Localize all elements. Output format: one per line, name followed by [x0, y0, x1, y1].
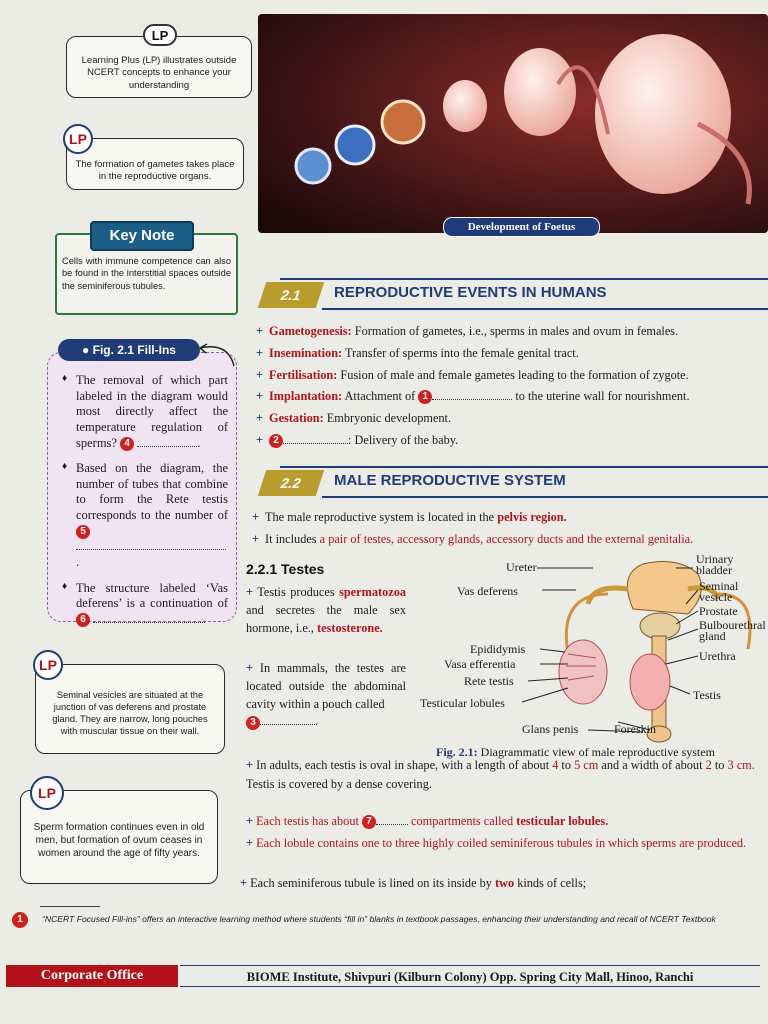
fillin-number: 7 — [362, 815, 376, 829]
lp-badge: LP — [63, 124, 93, 154]
bullet-implantation: + Implantation: Attachment of 1 to the uterine wall for nourishment. — [256, 389, 690, 403]
curved-arrow-icon — [198, 340, 238, 370]
label-seminal-vesicle: Seminal vesicle — [699, 579, 739, 605]
label-urethra: Urethra — [699, 649, 736, 663]
section-title: MALE REPRODUCTIVE SYSTEM — [334, 472, 566, 489]
lp-badge: LP — [143, 24, 177, 46]
fillin-number: 5 — [76, 525, 90, 539]
bullet-location: + The male reproductive system is located in the pelvis region. — [252, 510, 567, 524]
lp-sperm-text: Sperm formation continues even in old men, but formation of ovum ceases in women around the age of fifty years. — [33, 822, 205, 859]
testes-bullet-4: + Each testis has about 7 compartments called testicular lobules. — [246, 814, 609, 828]
section-number: 2.1 — [258, 282, 324, 308]
testes-bullet-1: + Testis produces spermatozoa and secretes the male sex hormone, i.e., testosterone. — [246, 585, 406, 635]
subsection-title: 2.2.1 Testes — [246, 561, 325, 577]
hero-caption: Development of Foetus — [443, 217, 600, 237]
testes-bullet-3: + In adults, each testis is oval in shape, with a length of about 4 to 5 cm and a width of about 2 to 3 cm. Testis is covered by a dense covering. — [246, 758, 755, 792]
footnote — [10, 906, 766, 934]
lp-intro-text: Learning Plus (LP) illustrates outside NCERT concepts to enhance your understanding — [81, 55, 237, 91]
foetus-development-image — [258, 14, 768, 233]
fillin-number: 3 — [246, 716, 260, 730]
key-note-title: Key Note — [90, 221, 194, 251]
key-note-text: Cells with immune competence can also be found in the interstitial spaces outside the seminiferous tubules. — [62, 256, 231, 291]
lp-seminal-text: Seminal vesicles are situated at the junction of vas deferens and prostate gland. They are narrow, long pouches with muscular tissue on their wall. — [52, 690, 208, 737]
label-urinary-bladder: Urinary bladder — [696, 552, 734, 578]
footer-bar — [0, 962, 768, 992]
bullet-gestation: + Gestation: Embryonic development. — [256, 411, 452, 425]
lp-gametes-box — [66, 138, 244, 190]
fillin-number: 2 — [269, 434, 283, 448]
testes-bullet-6: + Each seminiferous tubule is lined on its inside by two kinds of cells; — [240, 876, 587, 890]
label-glans-penis: Glans penis — [522, 722, 579, 736]
testes-bullet-5: + Each lobule contains one to three highly coiled seminiferous tubules in which sperms are produced. — [246, 836, 747, 850]
section-header-2-2 — [262, 466, 768, 498]
lp-seminal-box — [35, 664, 225, 754]
bullet-parturition: + 2 : Delivery of the baby. — [256, 433, 459, 447]
lp-badge: LP — [33, 650, 63, 680]
testes-bullet-2: + In mammals, the testes are located outside the abdominal cavity within a pouch called 3 . — [246, 661, 407, 729]
lp-badge: LP — [30, 776, 64, 810]
label-testicular-lobules: Testicular lobules — [420, 696, 505, 710]
section-number: 2.2 — [258, 470, 324, 496]
footer-address: BIOME Institute, Shivpuri (Kilburn Colony) Opp. Spring City Mall, Hinoo, Ranchi — [180, 965, 760, 987]
label-bulbourethral-gland: Bulbourethral gland — [699, 618, 766, 644]
footnote-number: 1 — [12, 912, 28, 928]
fillin-number: 1 — [418, 390, 432, 404]
fillin-item: ♦ The structure labeled ‘Vas deferens’ is a continuation of 6 . — [64, 581, 228, 628]
bullet-fertilisation: + Fertilisation: Fusion of male and female gametes leading to the formation of zygote. — [256, 368, 689, 382]
label-vasa-efferentia: Vasa efferentia — [444, 657, 516, 671]
bullet-gametogenesis: + Gametogenesis: Formation of gametes, i.e., sperms in males and ovum in females. — [256, 324, 679, 338]
footnote-text: “NCERT Focused Fill-ins” offers an interactive learning method where students “fill in” blanks in textbook passages, enhancing their understanding and recall of NCERT Textbook — [42, 914, 716, 924]
label-vas-deferens: Vas deferens — [457, 584, 518, 598]
footer-label: Corporate Office — [6, 965, 178, 987]
label-ureter: Ureter — [506, 560, 537, 574]
label-rete-testis: Rete testis — [464, 674, 514, 688]
label-foreskin: Foreskin — [614, 722, 656, 736]
figure-caption: Fig. 2.1: Diagrammatic view of male reproductive system — [436, 745, 715, 759]
fillin-item: ♦ Based on the diagram, the number of tubes that combine to form the Rete testis corresponds to the number of 5 . — [64, 461, 228, 570]
fig-fillins-box — [47, 352, 237, 626]
male-reproductive-diagram — [418, 554, 768, 744]
section-title: REPRODUCTIVE EVENTS IN HUMANS — [334, 284, 607, 301]
fillin-number: 4 — [120, 437, 134, 451]
fillin-number: 6 — [76, 613, 90, 627]
bullet-insemination: + Insemination: Transfer of sperms into the female genital tract. — [256, 346, 579, 360]
fig-fillins-title: ● Fig. 2.1 Fill-Ins — [58, 339, 200, 361]
label-prostate: Prostate — [699, 604, 738, 618]
section-header-2-1 — [262, 278, 768, 310]
fillin-blank[interactable] — [93, 622, 203, 623]
label-epididymis: Epididymis — [470, 642, 526, 656]
fillin-blank[interactable] — [76, 549, 226, 550]
lp-gametes-text: The formation of gametes takes place in the reproductive organs. — [75, 159, 235, 183]
label-testis: Testis — [693, 688, 721, 702]
fillin-blank[interactable] — [137, 446, 197, 447]
fillin-blank[interactable] — [376, 824, 408, 825]
fillin-blank[interactable] — [432, 399, 512, 400]
bullet-includes: + It includes a pair of testes, accessory glands, accessory ducts and the external genitalia. — [252, 532, 694, 546]
fillin-blank[interactable] — [283, 443, 348, 444]
fillin-item: ♦ The removal of which part labeled in the diagram would most directly affect the temperature regulation of sperms? 4 . — [64, 373, 228, 451]
fillin-blank[interactable] — [260, 724, 315, 725]
